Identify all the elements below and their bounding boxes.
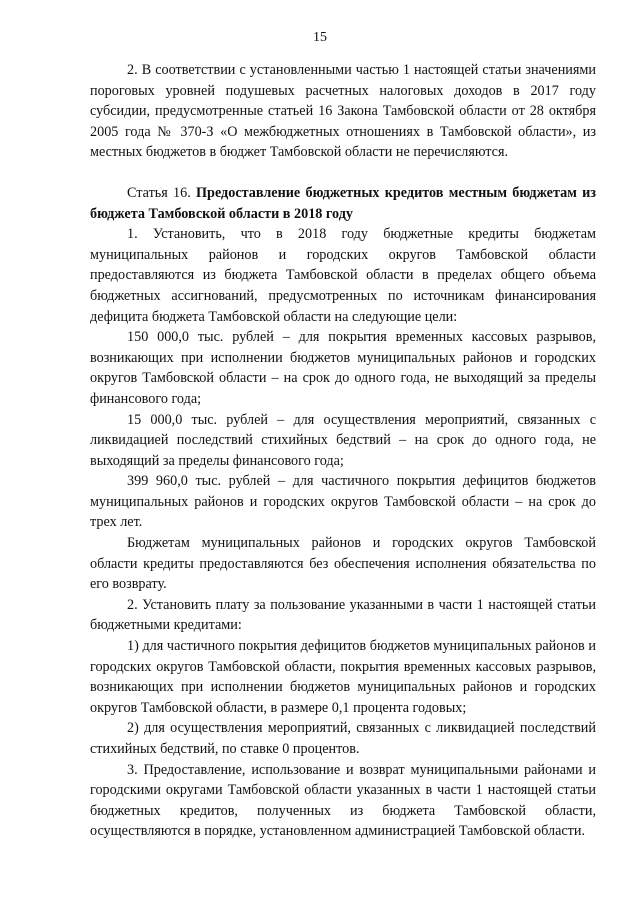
paragraph-2-item-2: 2) для осуществления мероприятий, связанных с ликвидацией последствий стихийных бедствий, по ставке 0 процентов. [90, 720, 596, 757]
paragraph-3: 3. Предоставление, использование и возврат муниципальными районами и городскими округами Тамбовской области указанных в части 1 настоящей статьи бюджетных кредитов, полученных из бюджета Тамбовской области, осуществляются в порядке, установленном администрацией Тамбовской области. [90, 761, 596, 840]
paragraph-1: 1. Установить, что в 2018 году бюджетные кредиты бюджетам муниципальных районов и городских округов Тамбовской области предоставляются из бюджета Тамбовской области в пределах общего объема бюджетных ассигнований, предусмотренных по источникам финансирования дефицита бюджета Тамбовской области на следующие цели: [90, 226, 596, 325]
article-label: Статья 16. [127, 184, 191, 201]
paragraph-2: 2. Установить плату за пользование указанными в части 1 настоящей статьи бюджетными кредитами: [90, 596, 596, 634]
paragraph-1-item-b: 15 000,0 тыс. рублей – для осуществления мероприятий, связанных с ликвидацией последствий стихийных бедствий – на срок до одного года, не выходящий за пределы финансового года; [90, 411, 596, 469]
paragraph-1-item-c: 399 960,0 тыс. рублей – для частичного покрытия дефицитов бюджетов муниципальных районов и городских округов Тамбовской области – на срок до трех лет. [90, 473, 596, 531]
paragraph-2-prev-article: 2. В соответствии с установленными частью 1 настоящей статьи значениями пороговых уровней подушевых расчетных налоговых доходов в 2017 году субсидии, предусмотренные статьей 16 Закона Тамбовской области от 28 октября 2005 года № 370-З «О межбюджетных отношениях в Тамбовской области», из местных бюджетов в бюджет Тамбовской области не перечисляются. [90, 62, 596, 161]
paragraph-1-item-a: 150 000,0 тыс. рублей – для покрытия временных кассовых разрывов, возникающих при исполнении бюджетов муниципальных районов и городских округов Тамбовской области – на срок до одного года, не выходящий за пределы финансового года; [90, 329, 596, 407]
article-16-heading [90, 183, 596, 224]
paragraph-2-item-1: 1) для частичного покрытия дефицитов бюджетов муниципальных районов и городских округов Тамбовской области, покрытия временных кассовых разрывов, возникающих при исполнении бюджетов муниципальных районов и городских округов Тамбовской области, в размере 0,1 процента годовых; [90, 638, 596, 716]
document-body [90, 60, 596, 842]
page-number: 15 [313, 30, 327, 45]
paragraph-1-note: Бюджетам муниципальных районов и городских округов Тамбовской области кредиты предоставляются без обеспечения исполнения обязательства по его возврату. [90, 535, 596, 593]
article-title: Предоставление бюджетных кредитов местным бюджетам из бюджета Тамбовской области в 2018 году [90, 184, 596, 222]
